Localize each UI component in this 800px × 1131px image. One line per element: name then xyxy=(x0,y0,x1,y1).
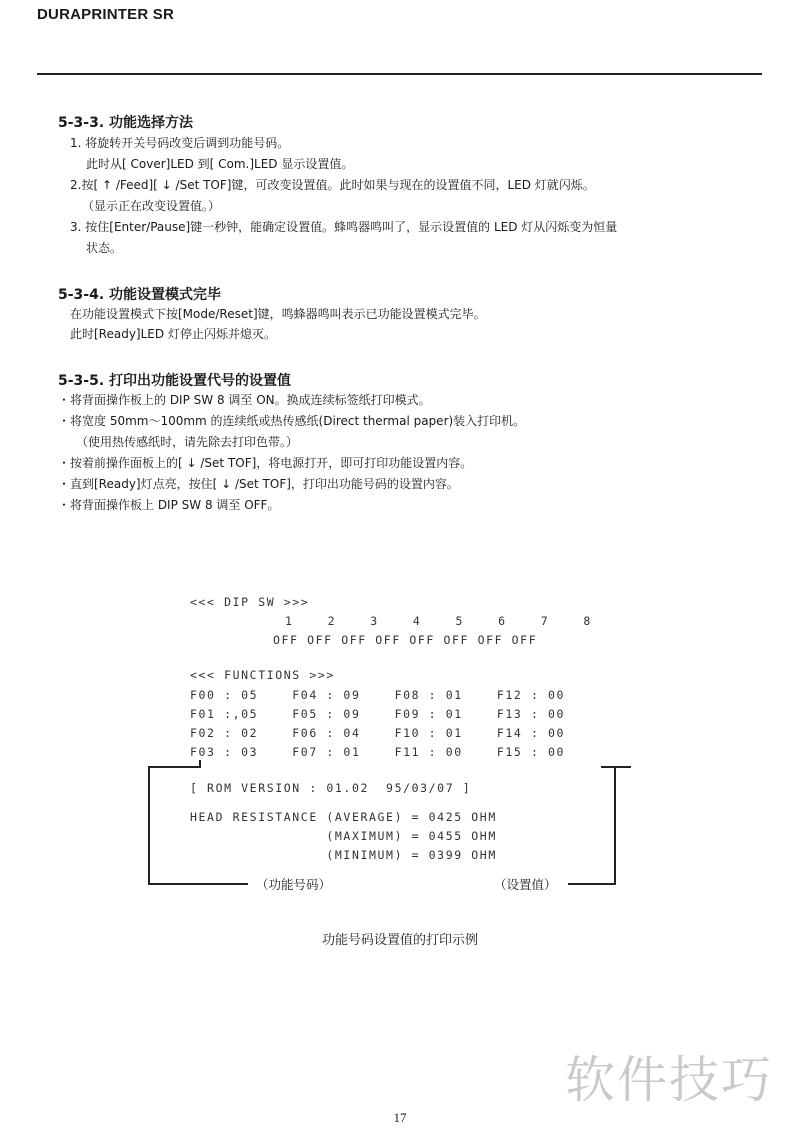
section-title-5-3-4: 5-3-4. 功能设置模式完毕 xyxy=(58,287,222,303)
sec3-line-3: （使用热传感纸时，请先除去打印色带。） xyxy=(76,435,299,449)
func-code-label: （功能号码） xyxy=(256,877,332,892)
document-header: DURAPRINTER SR xyxy=(37,6,174,23)
dip-sw-header: <<< DIP SW >>> xyxy=(190,595,310,609)
head-resistance-minimum: (MINIMUM) = 0399 OHM xyxy=(190,848,497,862)
sec3-line-6: ・将背面操作板上 DIP SW 8 调至 OFF。 xyxy=(58,498,280,512)
function-row-1: F00 : 05 F04 : 09 F08 : 01 F12 : 00 xyxy=(190,688,566,702)
function-row-4: F03 : 03 F07 : 01 F11 : 00 F15 : 00 xyxy=(190,745,566,759)
dip-sw-values: OFF OFF OFF OFF OFF OFF OFF OFF xyxy=(273,633,538,647)
header-rule xyxy=(37,73,762,75)
rom-version-line: [ ROM VERSION : 01.02 95/03/07 ] xyxy=(190,781,472,795)
section-title-5-3-5: 5-3-5. 打印出功能设置代号的设置值 xyxy=(58,373,292,389)
sec1-line-6: 状态。 xyxy=(86,241,123,255)
function-row-3: F02 : 02 F06 : 04 F10 : 01 F14 : 00 xyxy=(190,726,566,740)
sec2-line-2: 此时[Ready]LED 灯停止闪烁并熄灭。 xyxy=(70,327,276,341)
sec3-line-2: ・将宽度 50mm～100mm 的连续纸或热传感纸(Direct thermal paper)装入打印机。 xyxy=(58,414,526,428)
func-code-bracket-bottom xyxy=(148,883,248,885)
head-resistance-average: HEAD RESISTANCE (AVERAGE) = 0425 OHM xyxy=(190,810,497,824)
function-row-2: F01 :,05 F05 : 09 F09 : 01 F13 : 00 xyxy=(190,707,566,721)
set-value-label: （设置值） xyxy=(494,877,557,892)
sec1-line-3: 2.按[ ↑ /Feed][ ↓ /Set TOF]键，可改变设置值。此时如果与现在的设置值不同，LED 灯就闪烁。 xyxy=(70,178,595,192)
sec2-line-1: 在功能设置模式下按[Mode/Reset]键，鸣蜂器鸣叫表示已功能设置模式完毕。 xyxy=(70,307,486,321)
page-number: 17 xyxy=(393,1110,407,1125)
func-code-bracket-vertical xyxy=(148,766,150,884)
watermark: 软件技巧 xyxy=(565,1051,773,1109)
func-code-bracket-tick xyxy=(199,760,201,768)
sec3-line-1: ・将背面操作板上的 DIP SW 8 调至 ON。换成连续标签纸打印模式。 xyxy=(58,393,431,407)
functions-header: <<< FUNCTIONS >>> xyxy=(190,668,335,682)
head-resistance-maximum: (MAXIMUM) = 0455 OHM xyxy=(190,829,497,843)
set-value-bracket-vertical xyxy=(614,766,616,884)
section-title-5-3-3: 5-3-3. 功能选择方法 xyxy=(58,115,194,131)
sec1-line-5: 3. 按住[Enter/Pause]键一秒钟，能确定设置值。蜂鸣器鸣叫了，显示设置值的 LED 灯从闪烁变为恒量 xyxy=(70,220,618,234)
func-code-bracket-top xyxy=(148,766,200,768)
set-value-bracket-top xyxy=(601,766,631,768)
sec1-line-1: 1. 将旋转开关号码改变后调到功能号码。 xyxy=(70,136,290,150)
dip-sw-numbers: 1 2 3 4 5 6 7 8 xyxy=(285,614,592,628)
figure-caption: 功能号码设置值的打印示例 xyxy=(321,933,478,948)
sec3-line-5: ・直到[Ready]灯点亮，按住[ ↓ /Set TOF]，打印出功能号码的设置内容。 xyxy=(58,477,459,491)
set-value-bracket-bottom xyxy=(568,883,616,885)
sec1-line-2: 此时从[ Cover]LED 到[ Com.]LED 显示设置值。 xyxy=(86,157,354,171)
sec1-line-4: （显示正在改变设置值。） xyxy=(82,199,221,213)
sec3-line-4: ・按着前操作面板上的[ ↓ /Set TOF]，将电源打开，即可打印功能设置内容。 xyxy=(58,456,473,470)
